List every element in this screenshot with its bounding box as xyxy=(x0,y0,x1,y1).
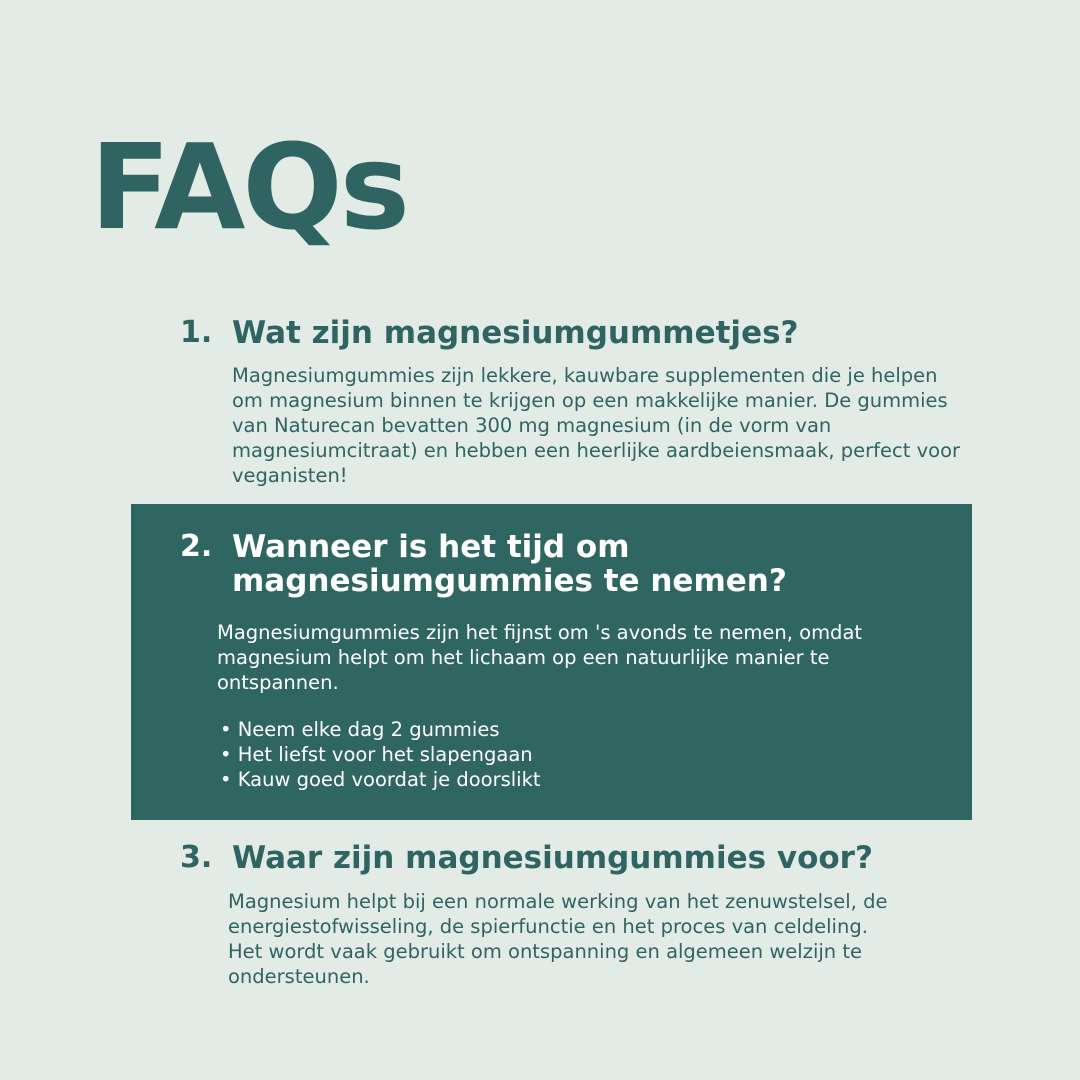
faq-question: Wat zijn magnesiumgummetjes? xyxy=(232,315,799,351)
faq-answer: Magnesiumgummies zijn lekkere, kauwbare supplementen die je helpen om magnesium binnen te krijgen op een makkelijke manier. De gummies van Naturecan bevatten 300 mg magnesium (in de vorm van magnesiumcitraat) en hebben een heerlijke aardbeiensmaak, perfect voor veganisten! xyxy=(232,364,961,487)
faq-question: Wanneer is het tijd om magnesiumgummies te nemen? xyxy=(232,529,787,599)
faq-bullet: • Het liefst voor het slapengaan xyxy=(220,742,541,767)
faq-answer: Magnesium helpt bij een normale werking van het zenuwstelsel, de energiestofwisseling, de spierfunctie en het proces van celdeling. Het wordt vaak gebruikt om ontspanning en algemeen welzijn te ondersteunen. xyxy=(228,890,888,988)
faq-bullet: • Kauw goed voordat je doorslikt xyxy=(220,767,541,792)
faq-question: Waar zijn magnesiumgummies voor? xyxy=(232,840,873,876)
faq-bullet: • Neem elke dag 2 gummies xyxy=(220,717,541,742)
faq-answer: Magnesiumgummies zijn het fijnst om 's avonds te nemen, omdat magnesium helpt om het lichaam op een natuurlijke manier te ontspannen. xyxy=(217,621,863,694)
faq-number: 1. xyxy=(180,315,213,350)
faq-bullet-list xyxy=(220,717,541,792)
faq-number: 2. xyxy=(180,529,213,564)
page-title: FAQs xyxy=(90,118,407,256)
faq-number: 3. xyxy=(180,840,213,875)
